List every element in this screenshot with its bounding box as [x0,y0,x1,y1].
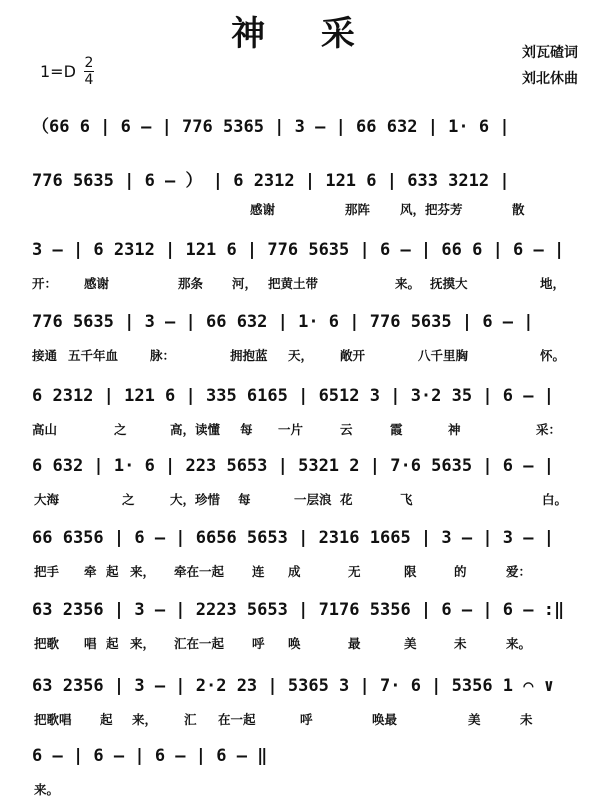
lyric-word: 把歌唱 [34,712,72,727]
key-prefix: 1=D [40,62,76,81]
credits [522,40,578,92]
lyric-word: 感谢 [84,276,110,291]
lyric-word: 白。 [542,492,568,507]
lyric-word: 呼 [252,636,265,651]
lyric-word: 怀。 [540,348,566,363]
lyric-word: 飞 [400,492,413,507]
notation-line [0,166,608,196]
lyric-line [0,634,608,652]
lyric-word: 来。 [506,636,532,651]
lyric-word: 把歌 [34,636,60,651]
lyric-word: 成 [288,564,301,579]
lyric-word: 来， [130,564,156,579]
lyric-line [0,780,608,798]
lyric-word: 把黄土带 [268,276,319,291]
lyric-word: 每 [238,492,251,507]
lyric-word: 牵 [84,564,97,579]
notation-line [0,386,608,416]
lyric-word: 接通 [32,348,58,363]
notation-text: 6 632 | 1· 6 | 223 5653 | 5321 2 | 7·6 5635 | 6 – | [32,456,554,476]
lyric-word: 拥抱蓝 [230,348,268,363]
notation-line [0,312,608,342]
lyric-line [0,274,608,292]
lyric-line [0,710,608,728]
notation-text: 776 5635 | 6 – ） | 6 2312 | 121 6 | 633 3212 | [32,171,510,191]
lyric-word: 连 [252,564,265,579]
lyric-word: 八千里胸 [418,348,469,363]
notation-text: 63 2356 | 3 – | 2223 5653 | 7176 5356 | 6 – | 6 – :‖ [32,600,565,620]
notation-line [0,676,608,706]
lyric-word: 牵在一起 [174,564,225,579]
lyric-line [0,200,608,218]
lyric-word: 天， [288,348,314,363]
lyricist: 刘瓦碴词 [522,45,578,61]
lyric-word: 把手 [34,564,60,579]
lyric-word: 来。 [34,782,60,797]
lyric-line [0,490,608,508]
lyric-word: 美 [468,712,481,727]
time-denominator: 4 [84,72,94,88]
lyric-word: 唱 [84,636,97,651]
lyric-word: 敞开 [340,348,366,363]
lyric-word: 未 [520,712,533,727]
time-numerator: 2 [84,55,94,71]
lyric-word: 高山 [32,422,58,437]
lyric-word: 唤 [288,636,301,651]
lyric-word: 抚摸大 [430,276,468,291]
notation-line [0,528,608,558]
lyric-word: 之 [114,422,127,437]
notation-text: 6 – | 6 – | 6 – | 6 – ‖ [32,746,268,766]
lyric-word: 河， [232,276,258,291]
lyric-word: 花 [340,492,353,507]
notation-text: 6 2312 | 121 6 | 335 6165 | 6512 3 | 3·2 35 | 6 – | [32,386,554,406]
lyric-word: 大，珍惜 [170,492,221,507]
lyric-word: 最 [348,636,361,651]
lyric-word: 五千年血 [68,348,119,363]
lyric-word: 的 [454,564,467,579]
lyric-word: 脉： [150,348,176,363]
lyric-word: 来。 [395,276,421,291]
lyric-line [0,420,608,438]
lyric-word: 风，把芬芳 [400,202,463,217]
lyric-word: 无 [348,564,361,579]
lyric-word: 每 [240,422,253,437]
key-signature [40,56,94,87]
lyric-line [0,562,608,580]
lyric-word: 那条 [178,276,204,291]
lyric-word: 一片 [278,422,304,437]
lyric-word: 那阵 [345,202,371,217]
lyric-word: 唤最 [372,712,398,727]
notation-text: 66 6356 | 6 – | 6656 5653 | 2316 1665 | 3 – | 3 – | [32,528,554,548]
notation-line [0,456,608,486]
lyric-word: 汇在一起 [174,636,225,651]
lyric-word: 来， [132,712,158,727]
lyric-word: 汇 [184,712,197,727]
lyric-word: 开： [32,276,58,291]
notation-text: 3 – | 6 2312 | 121 6 | 776 5635 | 6 – | 66 6 | 6 – | [32,240,565,260]
notation-line [0,600,608,630]
song-title: 神 采 [231,14,377,54]
lyric-word: 未 [454,636,467,651]
time-signature [84,56,94,87]
lyric-word: 爱： [506,564,532,579]
lyric-word: 美 [404,636,417,651]
lyric-word: 起 [100,712,113,727]
lyric-word: 高，读懂 [170,422,221,437]
lyric-word: 在一起 [218,712,256,727]
lyric-word: 呼 [300,712,313,727]
lyric-word: 来， [130,636,156,651]
lyric-word: 采： [536,422,562,437]
lyric-word: 地， [540,276,566,291]
lyric-word: 大海 [34,492,60,507]
lyric-word: 感谢 [250,202,276,217]
lyric-word: 一层浪 [294,492,332,507]
lyric-word: 散 [512,202,525,217]
lyric-line [0,346,608,364]
lyric-word: 起 [106,564,119,579]
notation-line [0,112,608,142]
lyric-word: 限 [404,564,417,579]
notation-text: 63 2356 | 3 – | 2·2 23 | 5365 3 | 7· 6 | 5356 1 ⌒ ∨ [32,676,554,696]
composer: 刘北休曲 [522,71,578,87]
notation-text: 776 5635 | 3 – | 66 632 | 1· 6 | 776 5635 | 6 – | [32,312,534,332]
lyric-word: 起 [106,636,119,651]
lyric-word: 神 [448,422,461,437]
lyric-word: 之 [122,492,135,507]
notation-text: （66 6 | 6 – | 776 5365 | 3 – | 66 632 | 1· 6 | [32,117,510,137]
lyric-word: 云 [340,422,353,437]
notation-line [0,746,608,776]
lyric-word: 霞 [390,422,403,437]
notation-line [0,240,608,270]
